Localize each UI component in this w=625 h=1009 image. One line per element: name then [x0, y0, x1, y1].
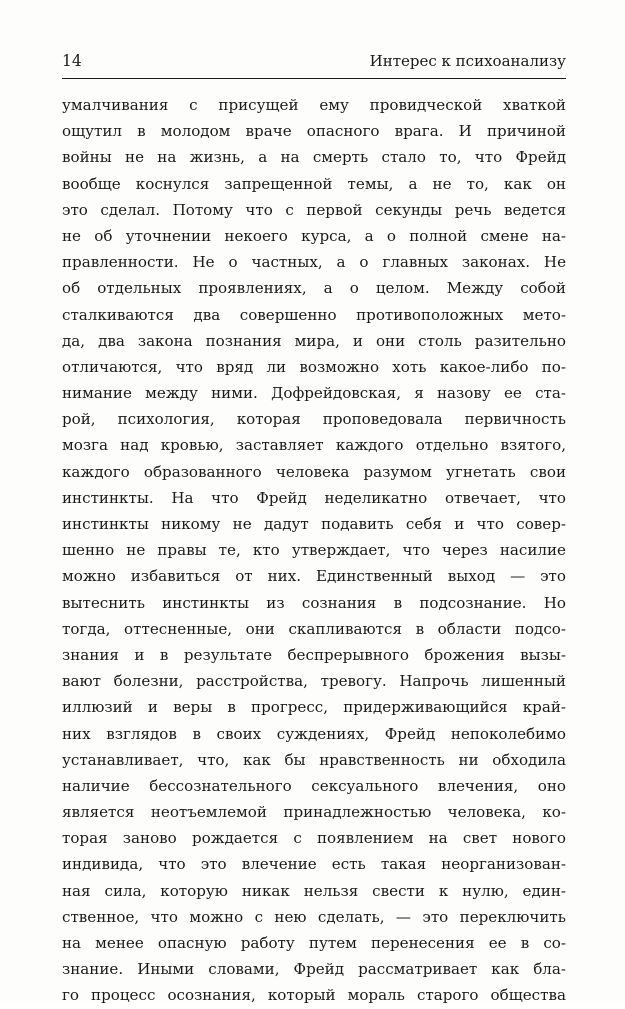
- text-line: отличаются, что вряд ли возможно хоть какое-либо по-: [62, 357, 566, 376]
- text-line: войны не на жизнь, а на смерть стало то, что Фрейд: [62, 148, 566, 167]
- text-line: инстинкты. На что Фрейд неделикатно отвечает, что: [62, 488, 566, 507]
- text-line: инстинкты никому не дадут подавить себя и что совер-: [62, 515, 566, 533]
- text-line: можно избавиться от них. Единственный выход — это: [62, 567, 566, 586]
- text-line: правленности. Не о частных, а о главных законах. Не: [62, 253, 566, 272]
- text-line: знание. Иными словами, Фрейд рассматривает как бла-: [62, 960, 566, 979]
- text-line: это сделал. Потому что с первой секунды речь ведется: [62, 200, 566, 219]
- text-line: иллюзий и веры в прогресс, придерживающийся край-: [62, 698, 566, 717]
- text-line: сталкиваются два совершенно противоположных мето-: [62, 305, 566, 324]
- text-line: нимание между ними. Дофрейдовская, я назову ее ста-: [62, 384, 566, 403]
- text-line: наличие бессознательного сексуального влечения, оно: [62, 776, 566, 795]
- text-line: шенно не правы те, кто утверждает, что через насилие: [62, 541, 566, 560]
- text-line: ощутил в молодом враче опасного врага. И причиной: [62, 122, 566, 141]
- text-line: торая заново рождается с появлением на свет нового: [62, 829, 566, 848]
- text-line: вообще коснулся запрещенной темы, а не то, как он: [62, 174, 566, 193]
- text-line: является неотъемлемой принадлежностью человека, ко-: [62, 803, 566, 822]
- body-text: [62, 92, 566, 1009]
- text-line: вытеснить инстинкты из сознания в подсознание. Но: [62, 593, 566, 612]
- text-line: го процесс осознания, который мораль старого общества: [62, 986, 566, 1005]
- running-title: Интерес к психоанализу: [369, 52, 566, 70]
- text-line: да, два закона познания мира, и они столь разительно: [62, 331, 566, 350]
- page-header: [62, 48, 566, 79]
- text-line: ственное, что можно с нею сделать, — это переключить: [62, 907, 566, 926]
- text-line: умалчивания с присущей ему провидческой хваткой: [62, 96, 566, 114]
- text-line: каждого образованного человека разумом угнетать свои: [62, 462, 566, 481]
- text-line: них взглядов в своих суждениях, Фрейд непоколебимо: [62, 724, 566, 743]
- text-line: тогда, оттесненные, они скапливаются в области подсо-: [62, 619, 566, 638]
- page-number: 14: [62, 52, 82, 70]
- text-line: рой, психология, которая проповедовала первичность: [62, 410, 566, 429]
- text-line: мозга над кровью, заставляет каждого отдельно взятого,: [62, 436, 566, 455]
- text-line: вают болезни, расстройства, тревогу. Напрочь лишенный: [62, 672, 566, 691]
- text-line: об отдельных проявлениях, а о целом. Между собой: [62, 279, 566, 298]
- text-line: индивида, что это влечение есть такая неорганизован-: [62, 855, 566, 874]
- text-line: не об уточнении некоего курса, а о полной смене на-: [62, 226, 566, 245]
- text-line: на менее опасную работу путем перенесения ее в со-: [62, 934, 566, 952]
- text-line: устанавливает, что, как бы нравственность ни обходила: [62, 750, 566, 769]
- text-line: ная сила, которую никак нельзя свести к нулю, един-: [62, 881, 566, 900]
- text-line: знания и в результате беспрерывного брожения вызы-: [62, 645, 566, 664]
